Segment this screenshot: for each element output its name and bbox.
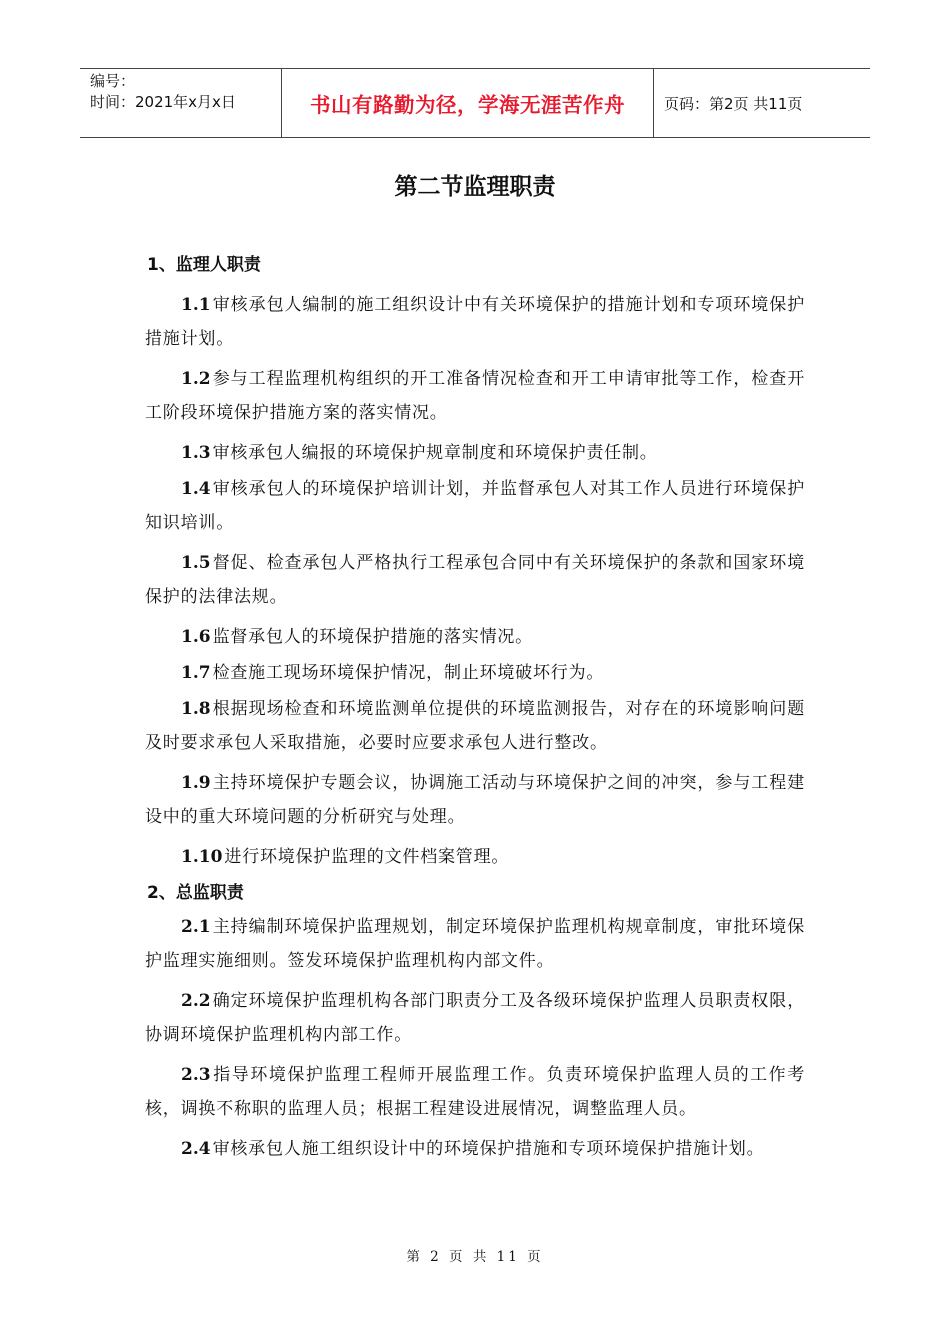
clause-text: 检查施工现场环境保护情况，制止环境破坏行为。 (212, 663, 605, 683)
clause-number: 2.2 (181, 991, 211, 1011)
clause-paragraph (145, 910, 805, 978)
clause-paragraph (145, 692, 805, 760)
clause-text: 主持环境保护专题会议，协调施工活动与环境保护之间的冲突，参与工程建设中的重大环境问题的分析研究与处理。 (145, 773, 805, 827)
section-heading: 1、监理人职责 (147, 255, 261, 275)
clause-number: 1.6 (181, 627, 211, 647)
page-header (80, 68, 870, 138)
clause-text: 根据现场检查和环境监测单位提供的环境监测报告，对存在的环境影响问题及时要求承包人采取措施，必要时应要求承包人进行整改。 (145, 699, 805, 753)
clause-paragraph (145, 984, 805, 1052)
clause-paragraph (145, 546, 805, 614)
clause-paragraph (145, 766, 805, 834)
clause-text: 督促、检查承包人严格执行工程承包合同中有关环境保护的条款和国家环境保护的法律法规。 (145, 553, 805, 607)
clause-number: 1.9 (181, 773, 211, 793)
header-meta (80, 69, 282, 137)
clause-number: 1.1 (181, 295, 211, 315)
clause-number: 1.8 (181, 699, 211, 719)
clause-text: 主持编制环境保护监理规划，制定环境保护监理机构规章制度，审批环境保护监理实施细则。签发环境保护监理机构内部文件。 (145, 917, 805, 971)
section-heading: 2、总监职责 (147, 883, 244, 903)
clause-paragraph (145, 1132, 805, 1166)
clause-paragraph (145, 1058, 805, 1126)
clause-text: 审核承包人的环境保护培训计划，并监督承包人对其工作人员进行环境保护知识培训。 (145, 479, 805, 533)
clause-paragraph (145, 436, 805, 470)
document-date: 时间：2021年x月x日 (90, 93, 236, 111)
page-title: 第二节监理职责 (394, 174, 556, 200)
clause-paragraph (145, 620, 805, 654)
clause-number: 1.5 (181, 553, 211, 573)
clause-text: 审核承包人施工组织设计中的环境保护措施和专项环境保护措施计划。 (212, 1139, 765, 1159)
clause-text: 监督承包人的环境保护措施的落实情况。 (212, 627, 533, 647)
clause-paragraph (145, 656, 805, 690)
document-number-label: 编号： (90, 72, 136, 90)
header-page-info: 页码：第2页 共11页 (664, 94, 803, 113)
clause-text: 进行环境保护监理的文件档案管理。 (224, 847, 510, 867)
clause-number: 1.7 (181, 663, 211, 683)
clause-number: 1.4 (181, 479, 211, 499)
clause-paragraph (145, 288, 805, 356)
clause-number: 2.3 (181, 1065, 211, 1085)
clause-number: 2.4 (181, 1139, 211, 1159)
clause-text: 审核承包人编制的施工组织设计中有关环境保护的措施计划和专项环境保护措施计划。 (145, 295, 805, 349)
clause-text: 指导环境保护监理工程师开展监理工作。负责环境保护监理人员的工作考核，调换不称职的监理人员；根据工程建设进展情况，调整监理人员。 (145, 1065, 805, 1119)
document-body (145, 248, 805, 1172)
clause-paragraph (145, 472, 805, 540)
clause-text: 审核承包人编报的环境保护规章制度和环境保护责任制。 (212, 443, 658, 463)
clause-number: 1.3 (181, 443, 211, 463)
clause-text: 确定环境保护监理机构各部门职责分工及各级环境保护监理人员职责权限，协调环境保护监理机构内部工作。 (145, 991, 805, 1045)
clause-paragraph (145, 362, 805, 430)
header-motto: 书山有路勤为径，学海无涯苦作舟 (282, 69, 654, 137)
clause-number: 2.1 (181, 917, 211, 937)
clause-number: 1.10 (181, 847, 223, 867)
clause-text: 参与工程监理机构组织的开工准备情况检查和开工申请审批等工作，检查开工阶段环境保护措施方案的落实情况。 (145, 369, 805, 423)
clause-number: 1.2 (181, 369, 211, 389)
page-footer: 第 2 页 共 11 页 (406, 1249, 544, 1265)
clause-paragraph (145, 840, 805, 874)
